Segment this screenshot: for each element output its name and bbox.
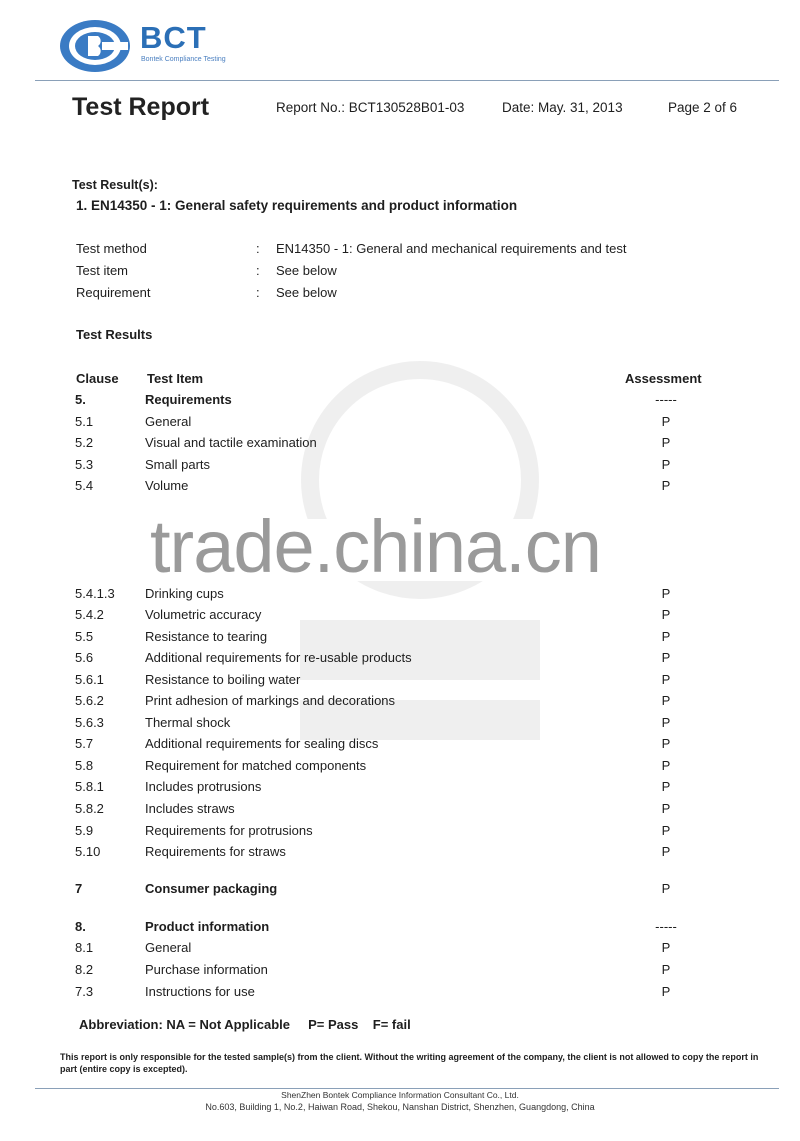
test-item-cell: Requirements for straws <box>145 844 286 859</box>
assessment-cell: P <box>661 736 671 751</box>
clause-cell: 8. <box>75 919 86 934</box>
test-item-cell: Small parts <box>145 457 211 472</box>
test-item-cell: Drinking cups <box>145 586 224 601</box>
meta-value-requirement: See below <box>276 285 337 300</box>
clause-cell: 5.4.1.3 <box>75 586 115 601</box>
assessment-cell: ----- <box>655 392 677 407</box>
meta-value-test-item: See below <box>276 263 337 278</box>
assessment-cell: P <box>661 801 671 816</box>
clause-cell: 5.6.2 <box>75 693 104 708</box>
clause-cell: 5.6.1 <box>75 672 104 687</box>
table-row <box>0 415 800 431</box>
column-header-test-item: Test Item <box>147 371 204 386</box>
test-item-cell: Additional requirements for sealing discs <box>145 736 379 751</box>
table-row <box>0 802 800 818</box>
header-divider <box>35 80 779 81</box>
assessment-cell: P <box>661 693 671 708</box>
test-item-cell: Thermal shock <box>145 715 231 730</box>
test-item-cell: Print adhesion of markings and decorations <box>145 693 396 708</box>
assessment-cell: P <box>661 478 671 493</box>
assessment-cell: P <box>661 715 671 730</box>
assessment-cell: P <box>661 984 671 999</box>
footer-address: No.603, Building 1, No.2, Haiwan Road, Shekou, Nanshan District, Shenzhen, Guangdong, China <box>205 1102 595 1112</box>
meta-colon: : <box>256 241 260 256</box>
test-item-cell: Requirements <box>145 392 232 407</box>
assessment-cell: P <box>661 586 671 601</box>
clause-cell: 8.2 <box>75 962 94 977</box>
clause-cell: 5.10 <box>75 844 101 859</box>
clause-cell: 5.2 <box>75 435 94 450</box>
table-row <box>0 845 800 861</box>
table-row <box>0 882 800 898</box>
bct-logo-icon <box>58 18 134 74</box>
assessment-cell: ----- <box>655 919 677 934</box>
report-number: Report No.: BCT130528B01-03 <box>276 100 465 115</box>
assessment-cell: P <box>661 881 671 896</box>
assessment-cell: P <box>661 758 671 773</box>
table-row <box>0 941 800 957</box>
assessment-cell: P <box>661 607 671 622</box>
assessment-cell: P <box>661 823 671 838</box>
table-row <box>0 824 800 840</box>
table-row <box>0 393 800 409</box>
clause-cell: 8.1 <box>75 940 94 955</box>
table-row <box>0 963 800 979</box>
disclaimer: This report is only responsible for the tested sample(s) from the client. Without the writing agreement of the company, the client is not allowed to copy the report in part (entire copy is excepted). <box>60 1052 759 1074</box>
assessment-cell: P <box>661 962 671 977</box>
test-item-cell: Volumetric accuracy <box>145 607 262 622</box>
assessment-cell: P <box>661 457 671 472</box>
assessment-cell: P <box>661 672 671 687</box>
meta-label-requirement: Requirement <box>76 285 151 300</box>
table-row <box>0 673 800 689</box>
page-number: Page 2 of 6 <box>668 100 738 115</box>
clause-cell: 7 <box>75 881 83 896</box>
clause-cell: 5.1 <box>75 414 94 429</box>
clause-cell: 5.8 <box>75 758 94 773</box>
assessment-cell: P <box>661 940 671 955</box>
meta-label-test-method: Test method <box>76 241 147 256</box>
column-header-assessment: Assessment <box>625 371 702 386</box>
test-item-cell: Volume <box>145 478 189 493</box>
table-row <box>0 651 800 667</box>
table-row <box>0 630 800 646</box>
table-row <box>0 716 800 732</box>
watermark-text: trade.china.cn <box>150 505 601 588</box>
table-row <box>0 694 800 710</box>
clause-cell: 5.9 <box>75 823 94 838</box>
table-row <box>0 920 800 936</box>
clause-cell: 5.4 <box>75 478 94 493</box>
test-item-cell: Includes protrusions <box>145 779 262 794</box>
brand-subtitle: Bontek Compliance Testing <box>141 56 226 63</box>
test-item-cell: Resistance to boiling water <box>145 672 301 687</box>
section-heading: 1. EN14350 - 1: General safety requirements and product information <box>76 198 518 213</box>
table-row <box>0 479 800 495</box>
test-results-label: Test Results <box>76 327 153 342</box>
table-row <box>0 458 800 474</box>
clause-cell: 5.6.3 <box>75 715 104 730</box>
clause-cell: 5.3 <box>75 457 94 472</box>
test-item-cell: Visual and tactile examination <box>145 435 317 450</box>
table-row <box>0 436 800 452</box>
test-item-cell: Additional requirements for re-usable products <box>145 650 412 665</box>
column-header-clause: Clause <box>76 371 119 386</box>
table-row <box>0 737 800 753</box>
table-row <box>0 985 800 1001</box>
test-item-cell: Includes straws <box>145 801 235 816</box>
clause-cell: 5. <box>75 392 86 407</box>
test-item-cell: Resistance to tearing <box>145 629 268 644</box>
clause-cell: 5.4.2 <box>75 607 104 622</box>
clause-cell: 5.8.2 <box>75 801 104 816</box>
brand-name: BCT <box>140 20 207 55</box>
test-item-cell: Consumer packaging <box>145 881 278 896</box>
footer-divider <box>35 1088 779 1089</box>
footer-company: ShenZhen Bontek Compliance Information Consultant Co., Ltd. <box>281 1090 519 1100</box>
report-title: Test Report <box>72 93 210 121</box>
abbreviation-legend: Abbreviation: NA = Not Applicable P= Pass F= fail <box>79 1017 411 1032</box>
test-item-cell: Instructions for use <box>145 984 255 999</box>
assessment-cell: P <box>661 844 671 859</box>
clause-cell: 5.5 <box>75 629 94 644</box>
clause-cell: 5.6 <box>75 650 94 665</box>
meta-label-test-item: Test item <box>76 263 129 278</box>
table-row <box>0 587 800 603</box>
assessment-cell: P <box>661 414 671 429</box>
meta-value-test-method: EN14350 - 1: General and mechanical requirements and test <box>276 241 627 256</box>
assessment-cell: P <box>661 435 671 450</box>
assessment-cell: P <box>661 629 671 644</box>
meta-colon: : <box>256 263 260 278</box>
clause-cell: 5.8.1 <box>75 779 104 794</box>
table-row <box>0 608 800 624</box>
test-item-cell: Purchase information <box>145 962 268 977</box>
test-item-cell: General <box>145 940 192 955</box>
test-item-cell: Requirements for protrusions <box>145 823 313 838</box>
results-heading: Test Result(s): <box>72 178 158 192</box>
test-item-cell: General <box>145 414 192 429</box>
table-row <box>0 759 800 775</box>
meta-colon: : <box>256 285 260 300</box>
table-row <box>0 780 800 796</box>
test-item-cell: Requirement for matched components <box>145 758 367 773</box>
clause-cell: 7.3 <box>75 984 94 999</box>
assessment-cell: P <box>661 650 671 665</box>
report-date: Date: May. 31, 2013 <box>502 100 623 115</box>
clause-cell: 5.7 <box>75 736 94 751</box>
assessment-cell: P <box>661 779 671 794</box>
test-item-cell: Product information <box>145 919 270 934</box>
